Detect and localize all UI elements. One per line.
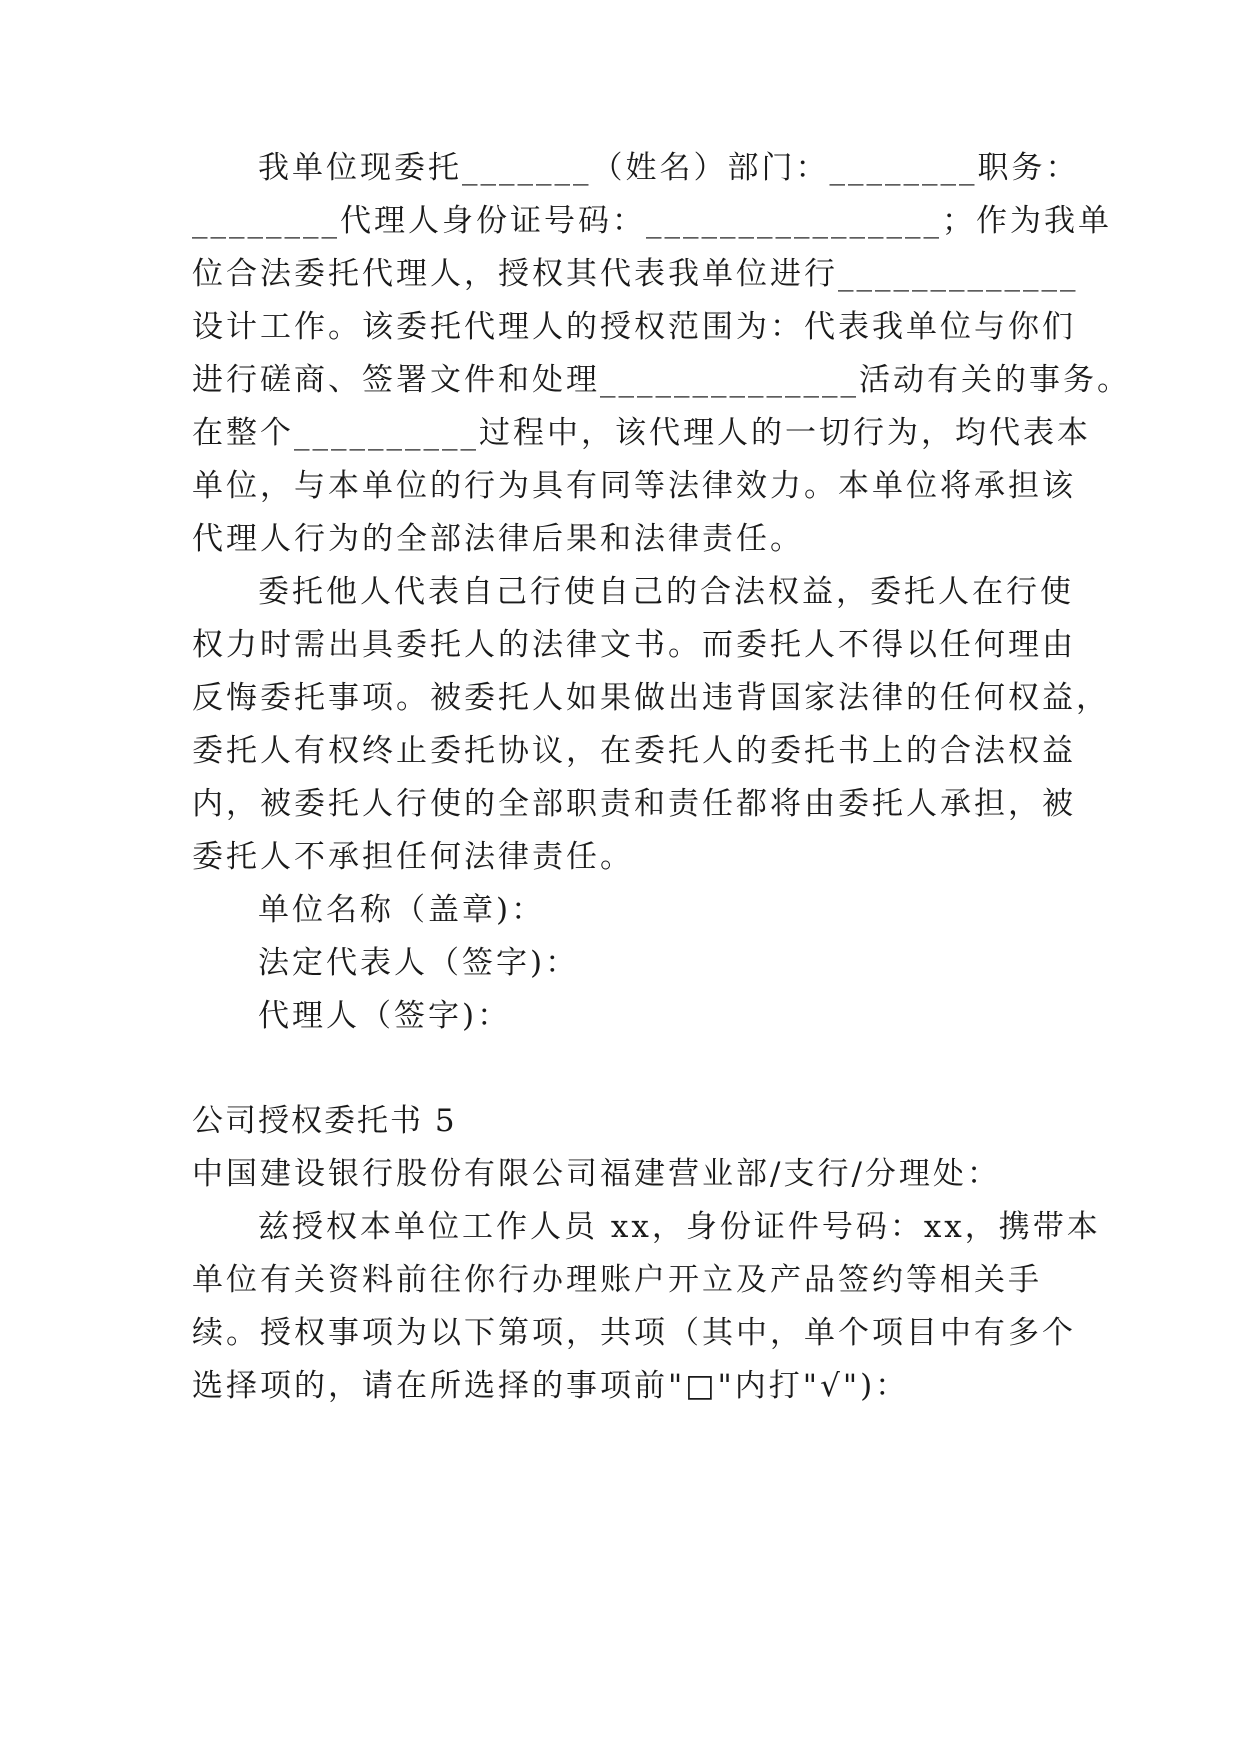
signature-agent: 代理人（签字)： xyxy=(258,998,512,1034)
paragraph-line: 委托人不承担任何法律责任。 xyxy=(192,839,634,875)
paragraph-line: 反悔委托事项。被委托人如果做出违背国家法律的任何权益， xyxy=(192,680,1110,716)
paragraph-line: 在整个__________过程中，该代理人的一切行为，均代表本 xyxy=(192,415,1091,451)
paragraph-line: 进行磋商、签署文件和处理______________活动有关的事务。 xyxy=(192,362,1131,398)
paragraph-line: 内，被委托人行使的全部职责和责任都将由委托人承担，被 xyxy=(192,786,1076,822)
paragraph-line: 代理人行为的全部法律后果和法律责任。 xyxy=(192,521,804,557)
paragraph-line: 兹授权本单位工作人员 xx，身份证件号码：xx，携带本 xyxy=(258,1209,1101,1245)
section-title: 公司授权委托书 5 xyxy=(192,1103,457,1139)
paragraph-line: 位合法委托代理人，授权其代表我单位进行_____________ xyxy=(192,256,1079,292)
paragraph-line: 选择项的，请在所选择的事项前"□"内打"√")： xyxy=(192,1368,910,1404)
addressee: 中国建设银行股份有限公司福建营业部/支行/分理处： xyxy=(192,1156,1001,1192)
paragraph-line: 设计工作。该委托代理人的授权范围为：代表我单位与你们 xyxy=(192,309,1076,345)
paragraph-line: 单位有关资料前往你行办理账户开立及产品签约等相关手 xyxy=(192,1262,1042,1298)
paragraph-line: 权力时需出具委托人的法律文书。而委托人不得以任何理由 xyxy=(192,627,1076,663)
paragraph-line: ________代理人身份证号码：________________；作为我单 xyxy=(192,203,1112,239)
paragraph-line: 单位，与本单位的行为具有同等法律效力。本单位将承担该 xyxy=(192,468,1076,504)
paragraph-line: 委托人有权终止委托协议，在委托人的委托书上的合法权益 xyxy=(192,733,1076,769)
signature-legal-representative: 法定代表人（签字)： xyxy=(258,945,580,981)
paragraph-line: 委托他人代表自己行使自己的合法权益，委托人在行使 xyxy=(258,574,1074,610)
signature-unit-name: 单位名称（盖章)： xyxy=(258,892,546,928)
paragraph-line: 续。授权事项为以下第项，共项（其中，单个项目中有多个 xyxy=(192,1315,1076,1351)
paragraph-line: 我单位现委托_______（姓名）部门：________职务： xyxy=(258,150,1080,186)
